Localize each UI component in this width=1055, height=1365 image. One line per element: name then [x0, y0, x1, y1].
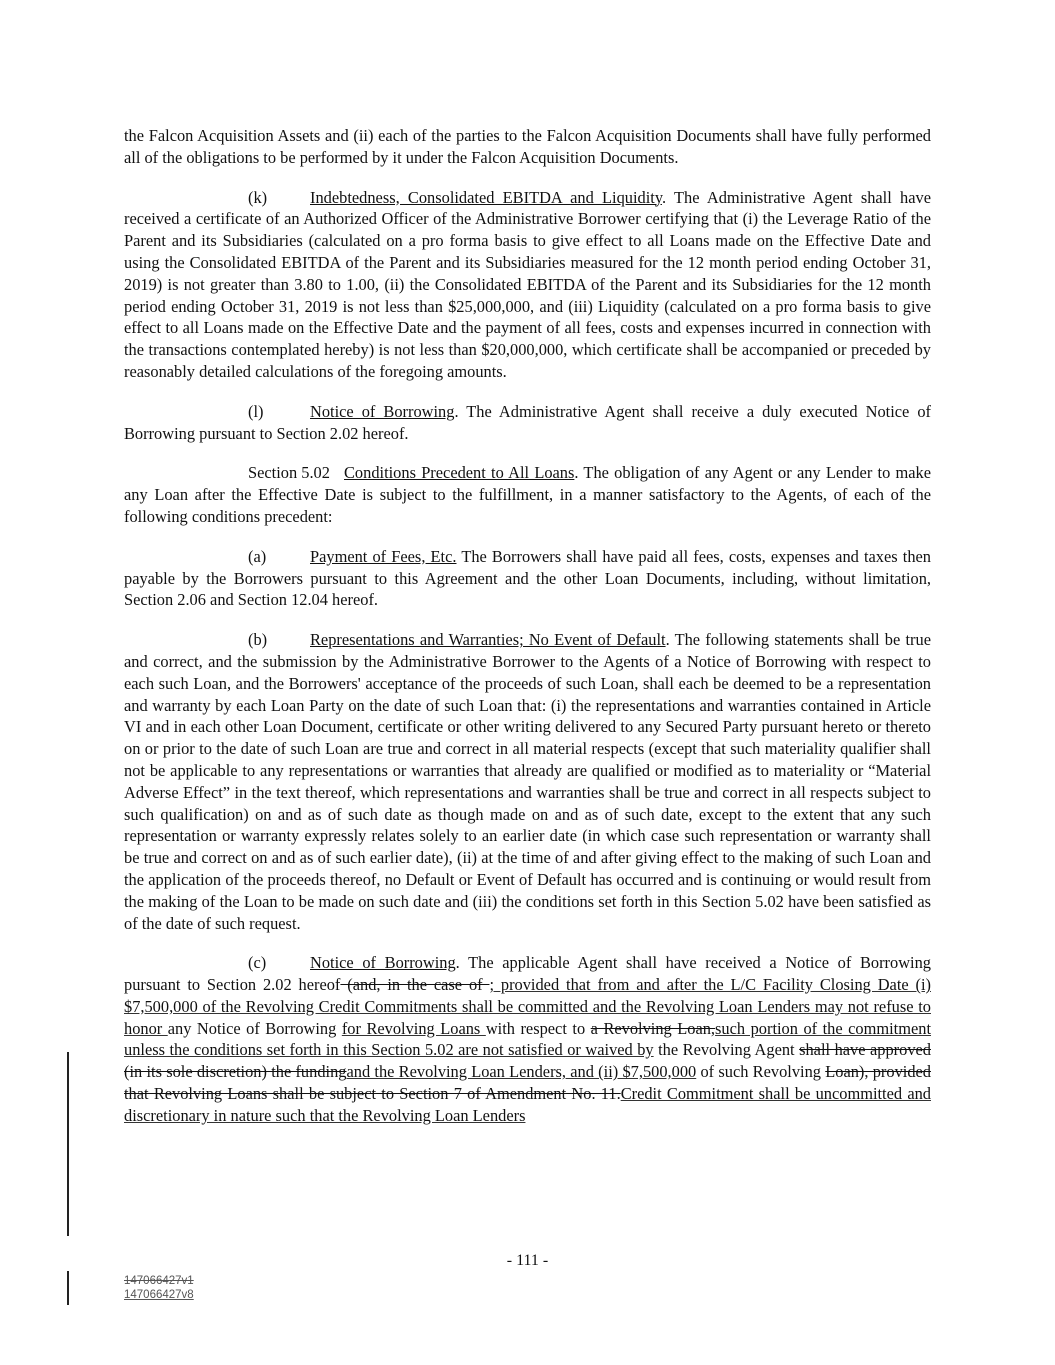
para-heading: Representations and Warranties; No Event of Default [310, 630, 666, 650]
document-body [124, 125, 931, 1145]
page-number: - 111 - [506, 1252, 549, 1269]
document-id [124, 1274, 194, 1302]
paragraph-l [124, 401, 931, 445]
para-heading: Notice of Borrowing [310, 401, 455, 421]
inserted-text: such portion of the commitment unless the conditions set forth in this Section 5.02 are not satisfied or waived by [124, 1018, 932, 1060]
section-body: . The obligation of any Agent or any Lender to make any Loan after the Effective Date is subject to the fulfillment, in a manner satisfactory to the Agents, of each of the following conditions precedent: [124, 463, 932, 526]
doc-id-old: 147066427v1 [124, 1275, 194, 1287]
para-heading: Indebtedness, Consolidated EBITDA and Liquidity [310, 187, 662, 207]
para-label: (c) [248, 953, 267, 973]
revision-change-bar [67, 1052, 69, 1236]
section-heading: Conditions Precedent to All Loans [344, 463, 575, 483]
inserted-text: and the Revolving Loan Lenders, and (ii) $7,500,000 [346, 1062, 697, 1082]
deleted-text: Loan), provided that Revolving Loans shall be subject to Section 7 of Amendment No. 11. [124, 1062, 931, 1104]
para-text: of such Revolving [696, 1062, 826, 1082]
para-heading: Notice of Borrowing [310, 953, 456, 973]
paragraph-b [124, 629, 931, 934]
para-label: (b) [248, 630, 268, 650]
section-5-02 [124, 462, 931, 527]
paragraph-c [124, 952, 931, 1126]
para-text: with respect to [485, 1018, 591, 1038]
deleted-text: (and, in the case of [340, 975, 490, 995]
para-label: (l) [248, 401, 264, 421]
paragraph-k [124, 187, 931, 383]
deleted-text: a Revolving Loan, [590, 1018, 716, 1038]
paragraph-intro [124, 125, 931, 169]
inserted-text: Credit Commitment shall be uncommitted and discretionary in nature such that the Revolving Loan Lenders [124, 1084, 931, 1125]
intro-text: the Falcon Acquisition Assets and (ii) each of the parties to the Falcon Acquisition Documents shall have fully performed all of the obligations to be performed by it under the Falcon Acquisition Documents. [124, 126, 931, 167]
inserted-text: ; provided that from and after the L/C Facility Closing Date (i) $7,500,000 of the Revolving Credit Commitments shall be committed and the Revolving Loan Lenders may not refuse to honor [124, 975, 931, 1038]
doc-id-new: 147066427v8 [124, 1289, 194, 1301]
deleted-text: shall have approved (in its sole discretion) the funding [124, 1040, 931, 1082]
paragraph-a [124, 546, 931, 611]
para-label: (a) [248, 546, 267, 566]
para-body: . The Administrative Agent shall receive a duly executed Notice of Borrowing pursuant to Section 2.02 hereof. [124, 401, 931, 443]
para-heading: Payment of Fees, Etc. [310, 546, 457, 566]
para-text: . The applicable Agent shall have received a Notice of Borrowing pursuant to Section 2.02 hereof [124, 953, 931, 995]
para-text: the Revolving Agent [653, 1040, 800, 1060]
para-body: . The following statements shall be true and correct, and the submission by the Administrative Borrower to the Agents of a Notice of Borrowing with respect to each such Loan, and the Borrowers' acceptance of the proceeds of such Loan, shall each be deemed to be a representation and warranty by each Loan Party on the date of such Loan that: (i) the representations and warranties contained in Article VI and in each other Loan Document, certificate or other writing delivered to any Secured Party pursuant hereto or thereto on or prior to the date of such Loan are true and correct in all material respects (except that such materiality qualifier shall not be applicable to any representations or warranties that already are qualified or modified as to materiality or “Material Adverse Effect” in the text thereof, which representations and warranties shall be true and correct in all respects subject to such qualification) on and as of such date as though made on and as of such date, except to the extent that any such representation or warranty expressly relates solely to an earlier date (in which case such representation or warranty shall be true and correct on and as of such earlier date), (ii) at the time of and after giving effect to the making of such Loan and the application of the proceeds thereof, no Default or Event of Default has occurred and is continuing or would result from the making of the Loan to be made on such date and (iii) the conditions set forth in this Section 5.02 have been satisfied as of the date of such request. [124, 630, 931, 933]
para-label: (k) [248, 187, 268, 207]
inserted-text: for Revolving Loans [341, 1018, 486, 1038]
section-label: Section 5.02 [248, 463, 330, 483]
revision-change-bar-footer [67, 1271, 69, 1305]
para-text: any Notice of Borrowing [167, 1018, 342, 1038]
para-body: The Borrowers shall have paid all fees, costs, expenses and taxes then payable by the Borrowers pursuant to this Agreement and the other Loan Documents, including, without limitation, Section 2.06 and Section 12.04 hereof. [124, 546, 931, 610]
para-body: . The Administrative Agent shall have received a certificate of an Authorized Officer of the Administrative Borrower certifying that (i) the Leverage Ratio of the Parent and its Subsidiaries (calculated on a pro forma basis to give effect to all Loans made on the Effective Date and using the Consolidated EBITDA of the Parent and its Subsidiaries measured for the 12 month period ending October 31, 2019) is not greater than 3.80 to 1.00, (ii) the Consolidated EBITDA of the Parent and its Subsidiaries for the 12 month period ending October 31, 2019 is not less than $25,000,000, and (iii) Liquidity (calculated on a pro forma basis to give effect to all Loans made on the Effective Date and the payment of all fees, costs and expenses incurred in connection with the transactions contemplated hereby) is not less than $20,000,000, which certificate shall be accompanied or preceded by reasonably detailed calculations of the foregoing amounts. [124, 187, 931, 381]
